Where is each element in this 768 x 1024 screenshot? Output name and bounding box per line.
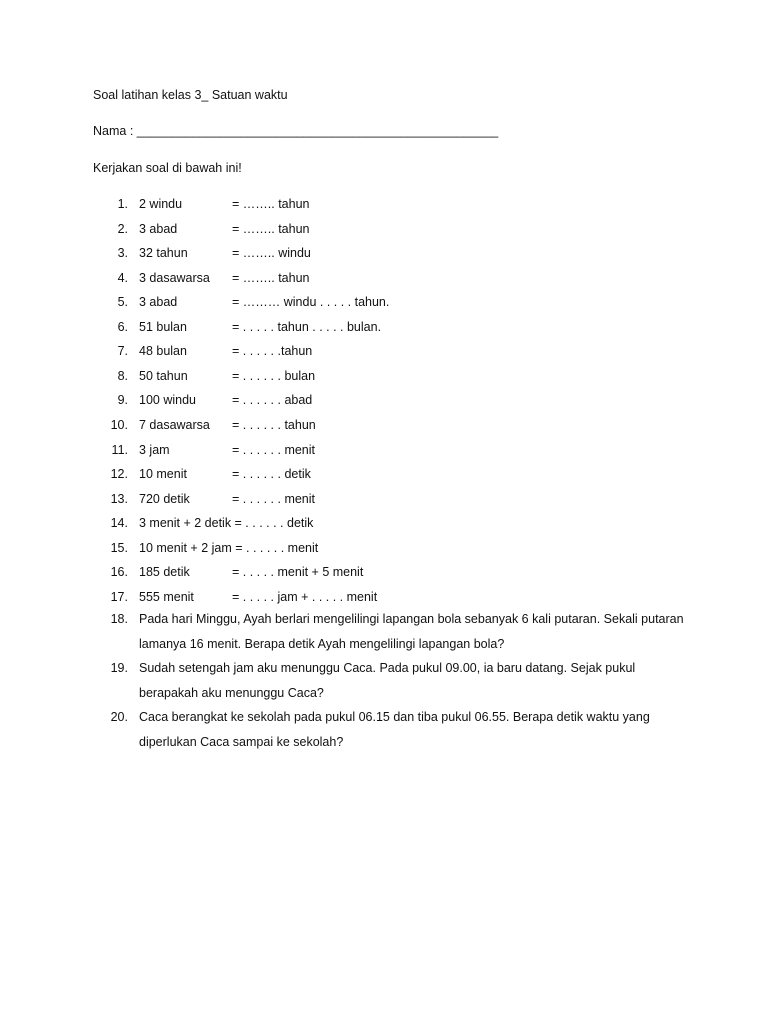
question-row [0,393,768,417]
word-problem-row [0,710,768,760]
question-row [0,271,768,295]
question-number: 6. [117,319,128,334]
question-number: 13. [110,491,128,506]
question-number: 11. [111,442,128,457]
question-answer-blank: = . . . . . . bulan [232,368,316,383]
question-answer-blank: = . . . . . .tahun [232,344,313,359]
question-quantity: 3 abad [139,295,178,310]
question-quantity: 50 tahun [139,368,188,383]
question-number: 12. [110,467,128,482]
word-problem-text: Pada hari Minggu, Ayah berlari mengelilingi lapangan bola sebanyak 6 kali putaran. Sekali putaran lamanya 16 menit. Berapa detik Ayah mengelilingi lapangan bola? [139,612,684,651]
question-quantity: 7 dasawarsa [139,417,210,432]
question-answer-blank: = …….. windu [232,246,311,261]
question-quantity: 720 detik [139,491,190,506]
question-row [0,418,768,442]
question-row [0,369,768,393]
question-number: 1. [117,197,128,211]
question-quantity: 3 dasawarsa [139,270,210,285]
word-problem-row [0,612,768,662]
question-number: 15. [110,540,128,555]
question-answer-blank: = . . . . . . tahun [232,417,316,432]
question-answer-blank: = . . . . . tahun . . . . . bulan. [232,319,382,334]
question-row [0,222,768,246]
question-quantity: 32 tahun [139,246,188,261]
question-quantity: 3 menit + 2 detik = . . . . . . detik [139,516,314,531]
instruction-text: Kerjakan soal di bawah ini! [93,161,242,175]
question-number: 2. [117,221,128,236]
question-number: 4. [117,270,128,285]
word-problem-row [0,661,768,711]
question-answer-blank: = . . . . . . abad [232,393,313,408]
question-number: 16. [110,565,128,580]
question-quantity: 2 windu [139,197,183,211]
question-quantity: 51 bulan [139,319,187,334]
question-quantity: 48 bulan [139,344,187,359]
question-answer-blank: = . . . . . . menit [232,442,316,457]
question-number: 10. [110,417,128,432]
question-quantity: 3 abad [139,221,178,236]
question-answer-blank: = …….. tahun [232,221,310,236]
question-answer-blank: = . . . . . . menit [232,491,316,506]
name-field-line: Nama : ____________________________________________________ [93,124,499,138]
question-row [0,344,768,368]
question-row [0,541,768,565]
question-number: 8. [117,368,128,383]
question-number: 9. [117,393,128,408]
question-row [0,443,768,467]
question-number: 17. [110,589,128,604]
question-row [0,467,768,491]
question-answer-blank: = . . . . . . detik [232,467,311,482]
question-answer-blank: = . . . . . menit + 5 menit [232,565,364,580]
question-quantity: 10 menit + 2 jam = . . . . . . menit [139,540,319,555]
question-row [0,516,768,540]
question-answer-blank: = …….. tahun [232,197,310,211]
question-quantity: 555 menit [139,589,194,604]
question-answer-blank: = …….. tahun [232,270,310,285]
question-quantity: 10 menit [139,467,187,482]
question-answer-blank: = . . . . . jam + . . . . . menit [232,589,378,604]
question-quantity: 185 detik [139,565,190,580]
question-number: 5. [117,295,128,310]
word-problem-text: Sudah setengah jam aku menunggu Caca. Pada pukul 09.00, ia baru datang. Sejak pukul berapakah aku menunggu Caca? [139,661,636,700]
worksheet-title: Soal latihan kelas 3_ Satuan waktu [93,88,288,102]
question-quantity: 100 windu [139,393,196,408]
question-number: 14. [110,516,128,531]
question-number: 3. [117,246,128,261]
question-answer-blank: = ……… windu . . . . . tahun. [232,295,390,310]
question-row [0,295,768,319]
question-number: 7. [117,344,128,359]
question-number: 18. [110,612,128,626]
question-row [0,492,768,516]
question-row [0,565,768,589]
question-row [0,197,768,221]
question-number: 19. [110,661,128,675]
word-problem-text: Caca berangkat ke sekolah pada pukul 06.15 dan tiba pukul 06.55. Berapa detik waktu yang diperlukan Caca sampai ke sekolah? [139,710,650,749]
question-number: 20. [110,710,128,724]
question-quantity: 3 jam [139,442,170,457]
question-row [0,320,768,344]
question-row [0,246,768,270]
